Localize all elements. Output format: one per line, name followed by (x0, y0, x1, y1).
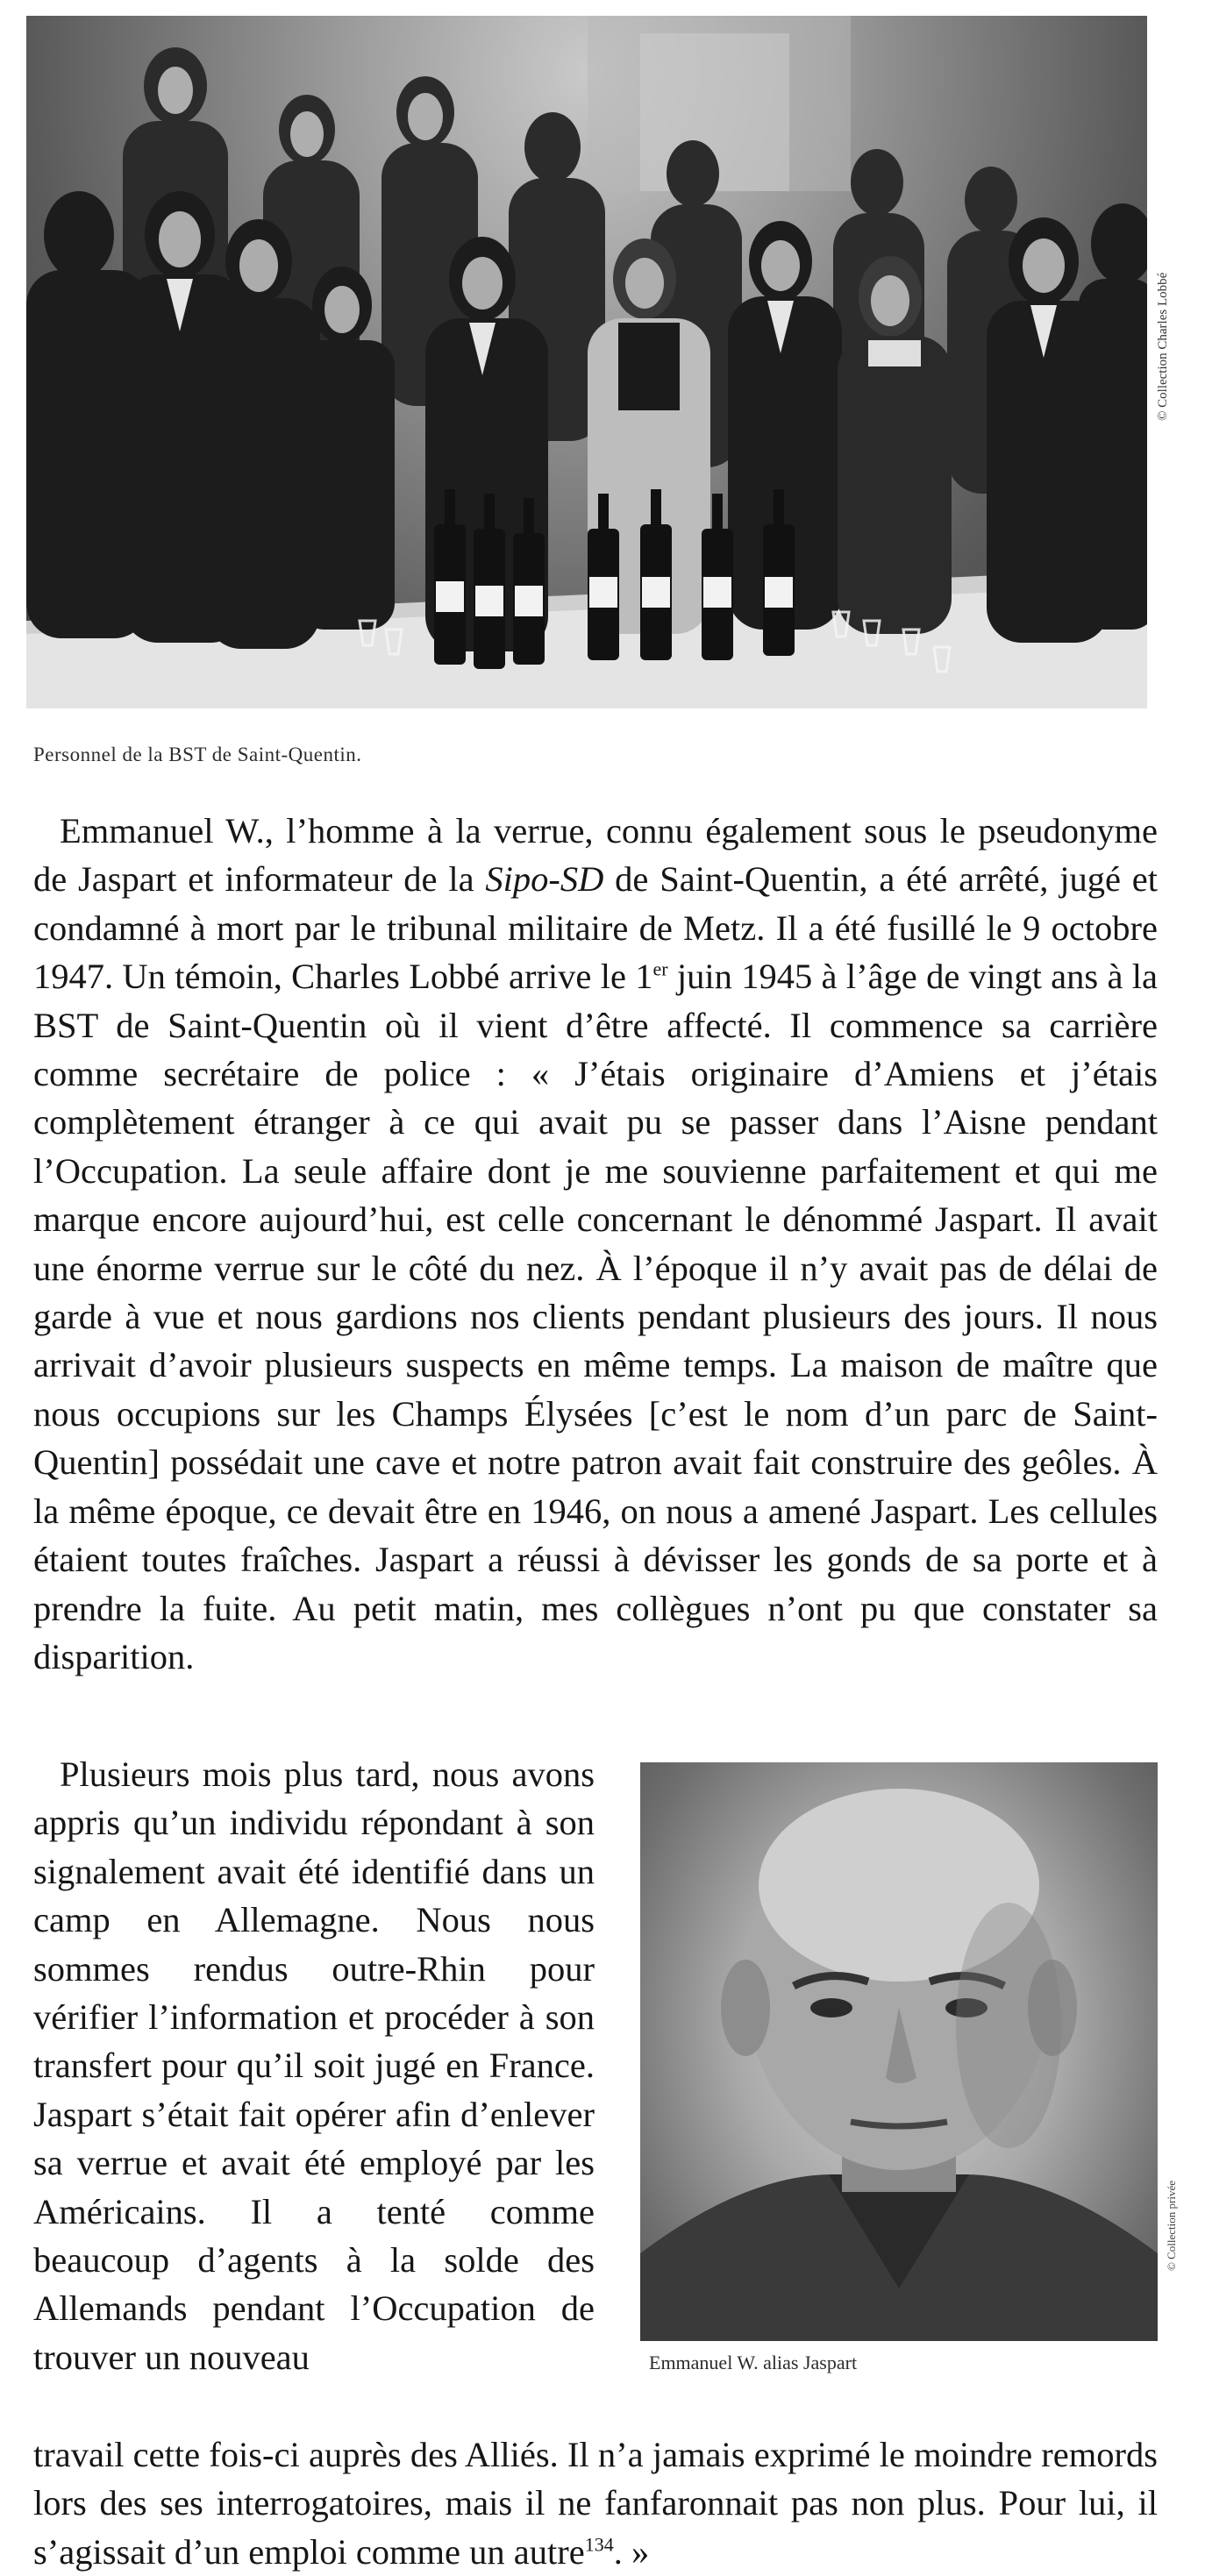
paragraph-2-wrapped (33, 1750, 595, 2381)
paragraph-1 (33, 807, 1158, 1681)
portrait-illustration (640, 1762, 1158, 2341)
paragraph-2-text: Plusieurs mois plus tard, nous avons appris qu’un individu répondant à son signalement avait été identifié dans un camp en Allemagne. Nous nous sommes rendus outre-Rhin pour vérifier l’information et procéder à son transfert pour qu’il soit jugé en France. Jaspart s’était fait opérer afin d’enlever sa verrue et avait été employé par les Américains. Il a tenté comme beaucoup d’agents à la solde des Allemands pendant l’Occupation de trouver un nouveau (33, 1754, 595, 2377)
footnote-reference: 134 (584, 2533, 614, 2556)
photo-credit-top: © Collection Charles Lobbé (1156, 272, 1170, 421)
paragraph-1-superscript: er (652, 957, 668, 980)
paragraph-2-closing: . » (613, 2531, 650, 2572)
paragraph-1-text-a: Emmanuel W., l’homme à la verrue, connu également sous le pseudonyme de Jaspart et informateur de la (33, 811, 1158, 900)
paragraph-2-tail (33, 2430, 1158, 2576)
group-photo-illustration (26, 16, 1147, 708)
portrait-photo (640, 1762, 1158, 2341)
paragraph-1-text-c: juin 1945 à l’âge de vingt ans à la BST de Saint-Quentin où il vient d’être affecté. Il commence sa carrière comme secrétaire de police : « J’étais originaire d’Amiens et j’étais complètement étranger à ce qui avait pu se passer dans l’Aisne pendant l’Occupation. La seule affaire dont je me souvienne parfaitement et qui me marque encore aujourd’hui, est celle concernant le dénommé Jaspart. Il avait une énorme verrue sur le côté du nez. À l’époque il n’y avait pas de délai de garde à vue et nous gardions nos clients pendant plusieurs des jours. Il nous arrivait d’avoir plusieurs suspects en même temps. La maison de maître que nous occupions sur les Champs Élysées [c’est le nom d’un parc de Saint-Quentin] possédait une cave et notre patron avait fait construire des geôles. À la même époque, ce devait être en 1946, on nous a amené Jaspart. Les cellules étaient toutes fraîches. Jaspart a réussi à dévisser les gonds de sa porte et à prendre la fuite. Au petit matin, mes collègues n’ont pu que constater sa disparition. (33, 957, 1158, 1676)
photo-caption-top: Personnel de la BST de Saint-Quentin. (33, 744, 362, 765)
paragraph-1-text-b: de Saint-Quentin, a été arrêté, jugé et condamné à mort par le tribunal militaire de Metz. Il a été fusillé le 9 octobre 1947. Un témoin, Charles Lobbé arrive le 1 (33, 859, 1158, 997)
photo-caption-portrait: Emmanuel W. alias Jaspart (649, 2352, 858, 2373)
group-photo (26, 16, 1147, 708)
photo-credit-portrait: © Collection privée (1165, 2180, 1178, 2271)
paragraph-1-italic: Sipo-SD (485, 859, 604, 900)
paragraph-2-tail-text: travail cette fois-ci auprès des Alliés. Il n’a jamais exprimé le moindre remords lors des ses interrogatoires, mais il ne fanfaronnait pas non plus. Pour lui, il s’agissait d’un emploi comme un autre (33, 2435, 1158, 2572)
